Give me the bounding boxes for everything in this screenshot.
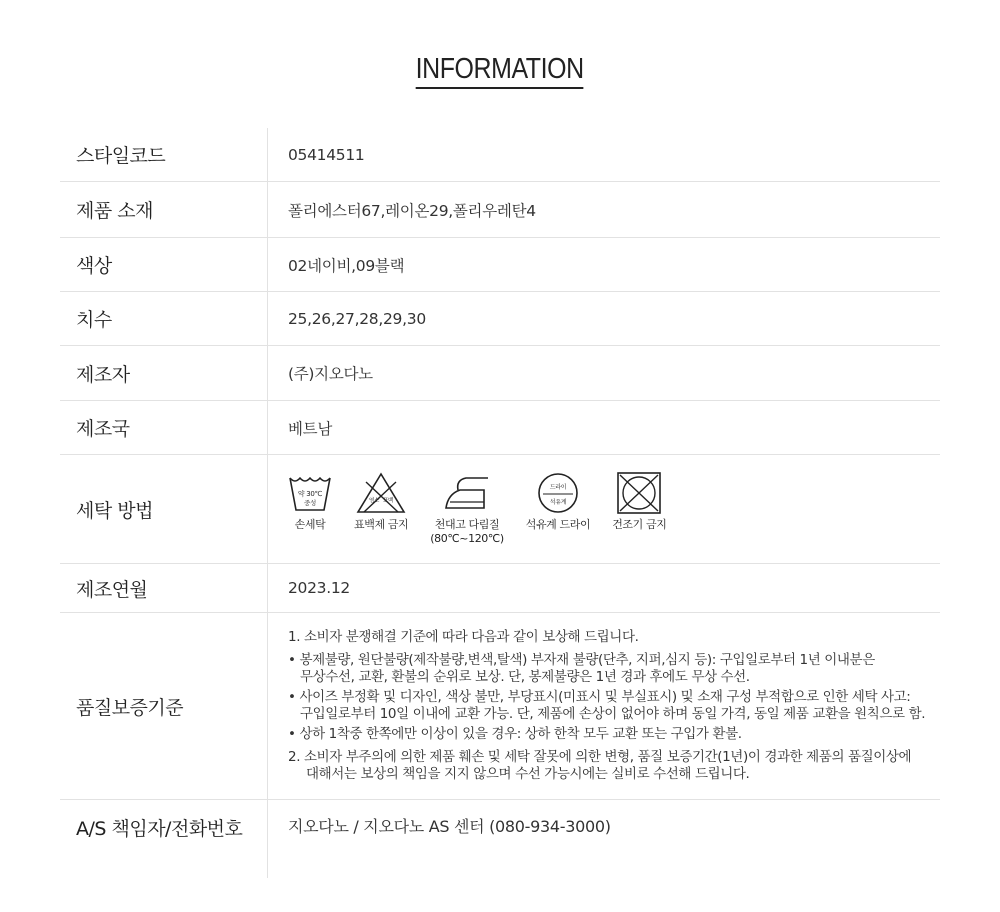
row-value: 25,26,27,28,29,30 — [288, 309, 426, 328]
row-label: 제조자 — [76, 363, 130, 386]
info-row-as — [60, 800, 940, 882]
row-value: 베트남 — [288, 419, 333, 438]
row-value: 지오다노 / 지오다노 AS 센터 (080-934-3000) — [288, 817, 611, 836]
hand-wash-temp: 약 30℃ — [297, 490, 323, 498]
row-label: 품질보증기준 — [76, 696, 184, 719]
care-item-hand-wash — [288, 472, 332, 532]
quality-line: • 사이즈 부정확 및 디자인, 색상 불만, 부당표시(미표시 및 부실표시) 및 소재 구성 부적합으로 인한 세탁 사고: — [288, 689, 911, 705]
care-caption: 건조기 금지 — [612, 518, 667, 531]
quality-line: 무상수선, 교환, 환불의 순위로 보상. 단, 봉제불량은 1년 경과 후에도 무상 수선. — [300, 669, 750, 685]
info-row-size — [60, 292, 940, 346]
row-label: 치수 — [76, 309, 112, 331]
row-label: A/S 책임자/전화번호 — [76, 818, 243, 840]
row-label: 스타일코드 — [76, 145, 166, 167]
row-label: 제조연월 — [76, 578, 148, 601]
page-title — [0, 52, 1000, 89]
care-item-iron — [430, 472, 504, 546]
row-label: 세탁 방법 — [76, 499, 153, 522]
hand-wash-detergent: 중성 — [304, 499, 316, 507]
care-caption: 표백제 금지 — [354, 518, 409, 531]
page-title-text: INFORMATION — [416, 52, 584, 89]
no-tumble-dry-icon — [616, 472, 662, 514]
no-bleach-icon — [356, 472, 406, 514]
dry-clean-label: 드라이 — [549, 484, 567, 491]
dry-clean-solvent: 석유계 — [549, 499, 567, 506]
row-label: 색상 — [76, 255, 112, 277]
info-row-date — [60, 564, 940, 613]
quality-line: 대해서는 보상의 책임을 지지 않으며 수선 가능시에는 실비로 수선해 드립니다. — [306, 766, 750, 782]
no-bleach-bleach: 표백 — [383, 498, 394, 504]
iron-caption-line1: 천대고 다림질 — [434, 518, 500, 531]
info-row-country — [60, 401, 940, 455]
row-label: 제품 소재 — [76, 200, 153, 222]
quality-line: 1. 소비자 분쟁해결 기준에 따라 다음과 같이 보상해 드립니다. — [288, 629, 639, 645]
info-row-washing — [60, 455, 940, 564]
row-value: (주)지오다노 — [288, 365, 373, 383]
quality-line: • 상하 1착중 한쪽에만 이상이 있을 경우: 상하 한착 모두 교환 또는 구입가 환불. — [288, 726, 742, 742]
quality-standards — [267, 629, 940, 783]
care-item-dry-clean — [526, 472, 590, 532]
petroleum-dry-clean-icon — [536, 472, 580, 514]
care-item-no-bleach — [354, 472, 408, 532]
row-value: 05414511 — [288, 145, 365, 164]
care-caption — [430, 518, 504, 546]
care-caption: 석유계 드라이 — [525, 518, 591, 531]
quality-line: 구입일로부터 10일 이내에 교환 가능. 단, 제품에 손상이 없어야 하며 동일 가격, 동일 제품 교환을 원칙으로 함. — [300, 706, 926, 722]
iron-icon — [442, 472, 492, 514]
quality-line: • 봉제불량, 원단불량(제작불량,변색,탈색) 부자재 불량(단추, 지퍼,심지 등): 구입일로부터 1년 이내분은 — [288, 652, 875, 668]
iron-caption-line2: (80℃~120℃) — [430, 532, 504, 545]
no-bleach-chlorine: 염소 — [369, 498, 380, 504]
row-label: 제조국 — [76, 418, 130, 440]
info-row-color — [60, 238, 940, 292]
info-row-manufacturer — [60, 346, 940, 401]
row-value: 폴리에스터67,레이온29,폴리우레탄4 — [288, 201, 536, 220]
product-info-table — [60, 128, 940, 882]
row-value: 2023.12 — [288, 579, 350, 597]
info-row-quality — [60, 613, 940, 800]
care-item-no-tumble-dry — [612, 472, 666, 532]
info-row-style-code — [60, 128, 940, 182]
care-caption: 손세탁 — [294, 518, 326, 531]
hand-wash-icon — [288, 472, 332, 514]
row-value: 02네이비,09블랙 — [288, 256, 405, 275]
washing-icons — [267, 472, 940, 546]
info-row-material — [60, 182, 940, 238]
quality-line: 2. 소비자 부주의에 의한 제품 훼손 및 세탁 잘못에 의한 변형, 품질 보증기간(1년)이 경과한 제품의 품질이상에 — [288, 749, 912, 765]
